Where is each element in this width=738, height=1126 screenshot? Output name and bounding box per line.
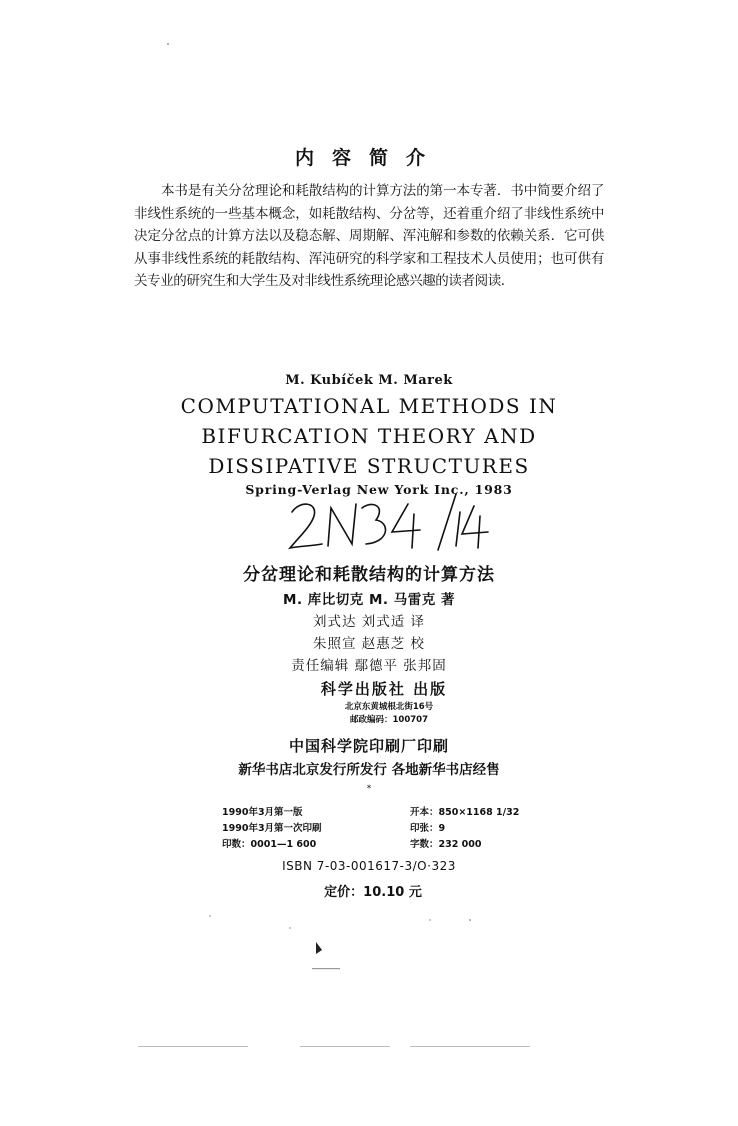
english-title-line-2: BIFURCATION THEORY AND [201,424,537,448]
proofreaders: 朱照宣 赵惠芝 校 [312,636,426,652]
printing-info: 1990年3月第一次印刷 [222,823,322,834]
print-run-info: 印数：0001—1 600 [222,839,317,850]
edition-info: 1990年3月第一版 [222,807,303,818]
price: 定价：10.10 元 [324,885,422,900]
publisher-address: 北京东黄城根北街16号 [344,702,434,712]
word-count-info: 字数：232 000 [410,839,482,850]
translators: 刘式达 刘式适 译 [312,614,426,630]
separator-star: * [366,784,372,794]
english-title-line-1: COMPUTATIONAL METHODS IN [180,394,558,418]
postal-code: 邮政编码：100707 [350,715,428,725]
distributor: 新华书店北京发行所发行 各地新华书店经售 [238,762,500,778]
english-authors: M. Kubíček M. Marek [285,373,453,388]
chinese-authors: M. 库比切克 M. 马雷克 著 [283,592,455,608]
call-number-text: 2N34/14 [0,490,5,491]
responsible-editors: 责任编辑 鄢德平 张邦固 [291,658,447,674]
english-title-line-3: DISSIPATIVE STRUCTURES [208,454,530,478]
printer: 中国科学院印刷厂印刷 [288,737,449,755]
format-info: 开本：850×1168 1/32 [410,807,520,818]
summary-paragraph: 本书是有关分岔理论和耗散结构的计算方法的第一本专著．书中简要介绍了非线性系统的一些基本概念，如耗散结构、分岔等，还着重介绍了非线性系统中决定分岔点的计算方法以及稳态解、周期解、浑沌解和参数的依赖关系．它可供从事非线性系统的耗散结构、浑沌研究的科学家和工程技术人员使用；也可供有关专业的研究生和大学生及对非线性系统理论感兴趣的读者阅读． [134,183,604,289]
isbn: ISBN 7-03-001617-3/O·323 [282,859,456,873]
chinese-title: 分岔理论和耗散结构的计算方法 [243,565,495,585]
publisher: 科学出版社 出版 [320,680,448,698]
sheets-info: 印张：9 [410,823,446,834]
summary-heading: 内容简介 [294,147,443,169]
english-publisher: Spring-Verlag New York Inc., 1983 [245,482,513,497]
